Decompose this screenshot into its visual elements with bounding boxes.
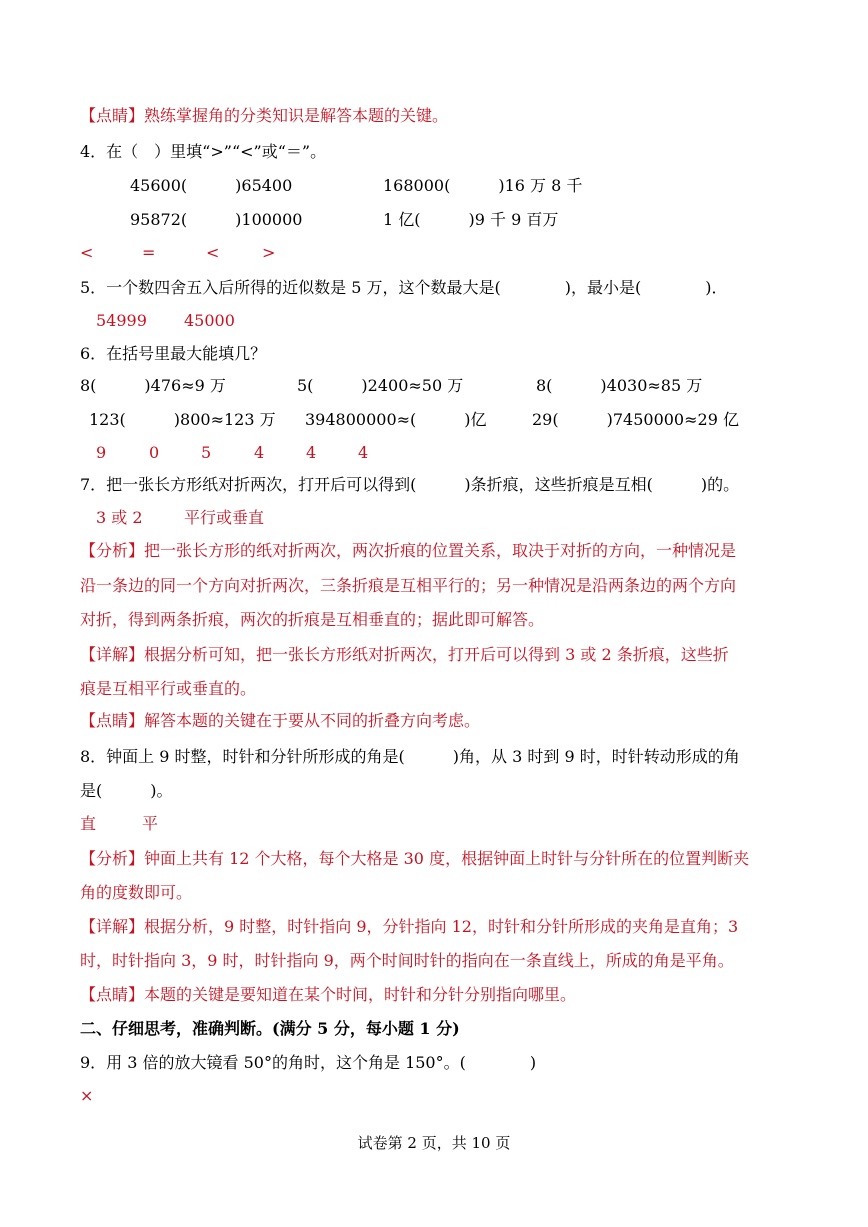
- q4-answer-1: <: [80, 243, 94, 262]
- q6-answer-5: 4: [306, 443, 317, 462]
- q4-item-1: 45600( )65400: [130, 176, 293, 195]
- q7-answers: [96, 507, 316, 529]
- q6-item-3: 8( )4030≈85 万: [536, 376, 703, 395]
- q7-tip: 【点睛】解答本题的关键在于要从不同的折叠方向考虑。: [80, 711, 481, 730]
- q8-analysis-line-1: 【分析】钟面上共有 12 个大格，每个大格是 30 度，根据钟面上时针与分针所在的位置判断夹: [80, 849, 750, 868]
- q4-item-2: 168000( )16 万 8 千: [383, 176, 583, 195]
- q5-stem: 5．一个数四舍五入后所得的近似数是 5 万，这个数最大是( )，最小是( )．: [80, 278, 728, 297]
- q6-answer-4: 4: [254, 443, 265, 462]
- q6-item-2: 5( )2400≈50 万: [297, 376, 464, 395]
- section-2-title: 二、仔细思考，准确判断。(满分 5 分，每小题 1 分): [80, 1019, 460, 1038]
- q6-answers: [96, 442, 386, 464]
- q4-item-4: 1 亿( )9 千 9 百万: [383, 210, 559, 229]
- q7-analysis-line-2: 沿一条边的同一个方向对折两次，三条折痕是互相平行的；另一种情况是沿两条边的两个方向: [80, 576, 737, 595]
- q7-stem: 7．把一张长方形纸对折两次，打开后可以得到( )条折痕，这些折痕是互相( )的。: [80, 475, 740, 494]
- q3-tip: 【点睛】熟练掌握角的分类知识是解答本题的关键。: [80, 106, 449, 125]
- q4-answer-3: <: [206, 243, 220, 262]
- q8-answers: [80, 813, 200, 835]
- q6-answer-3: 5: [201, 443, 212, 462]
- q7-answer-2: 平行或垂直: [184, 508, 265, 527]
- q4-answer-2: =: [142, 243, 156, 262]
- q8-answer-2: 平: [142, 814, 159, 833]
- q4-stem: 4．在（ ）里填“>”“<”或“＝”。: [80, 142, 327, 161]
- q8-detail-line-2: 时，时针指向 3，9 时，时针指向 9，两个时间时针的指向在一条直线上，所成的角是平角。: [80, 951, 734, 970]
- page-footer: 试卷第 2 页，共 10 页: [357, 1134, 511, 1152]
- q8-stem-line-1: 8．钟面上 9 时整，时针和分针所形成的角是( )角，从 3 时到 9 时，时针转动形成的角: [80, 747, 740, 766]
- q7-analysis-line-3: 对折，得到两条折痕，两次的折痕是互相垂直的；据此即可解答。: [80, 610, 545, 629]
- q6-item-4: 123( )800≈123 万: [89, 410, 276, 429]
- q6-stem: 6．在括号里最大能填几？: [80, 344, 267, 363]
- q5-answers: [96, 310, 296, 332]
- q8-answer-1: 直: [80, 814, 97, 833]
- q9-answer: ×: [80, 1086, 94, 1105]
- q5-answer-2: 45000: [184, 311, 235, 330]
- q6-answer-1: 9: [96, 443, 107, 462]
- q8-detail-line-1: 【详解】根据分析，9 时整，时针指向 9，分针指向 12，时针和分针所形成的夹角是直角；3: [80, 917, 739, 936]
- q6-answer-2: 0: [149, 443, 160, 462]
- q6-item-1: 8( )476≈9 万: [80, 376, 226, 395]
- q6-item-5: 394800000≈( )亿: [305, 410, 487, 429]
- q4-answers: [80, 242, 290, 264]
- q8-stem-line-2: 是( )。: [80, 781, 173, 800]
- q7-answer-1: 3 或 2: [96, 508, 143, 527]
- q7-detail-line-1: 【详解】根据分析可知，把一张长方形纸对折两次，打开后可以得到 3 或 2 条折痕，这些折: [80, 645, 729, 664]
- q4-answer-4: >: [262, 243, 276, 262]
- q6-item-6: 29( )7450000≈29 亿: [532, 410, 739, 429]
- q7-detail-line-2: 痕是互相平行或垂直的。: [80, 679, 257, 698]
- q6-answer-6: 4: [358, 443, 369, 462]
- q8-analysis-line-2: 角的度数即可。: [80, 883, 193, 902]
- q4-item-3: 95872( )100000: [130, 210, 303, 229]
- q5-answer-1: 54999: [96, 311, 147, 330]
- q8-tip: 【点睛】本题的关键是要知道在某个时间，时针和分针分别指向哪里。: [80, 985, 577, 1004]
- q7-analysis-line-1: 【分析】把一张长方形的纸对折两次，两次折痕的位置关系，取决于对折的方向，一种情况是: [80, 541, 737, 560]
- q9-stem: 9．用 3 倍的放大镜看 50°的角时，这个角是 150°。( ): [80, 1053, 537, 1072]
